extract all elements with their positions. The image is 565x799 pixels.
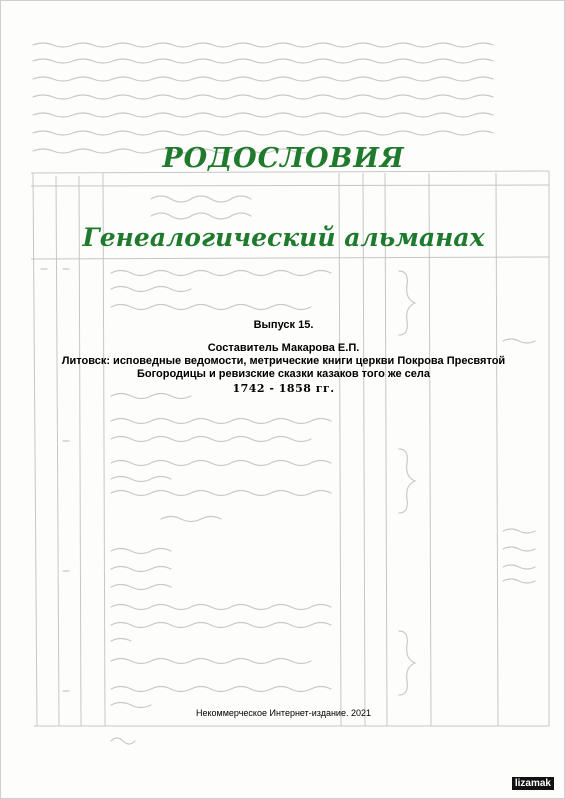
archival-document-background (1, 1, 565, 799)
book-description: Литовск: исповедные ведомости, метрические книги церкви Покрова Пресвятой Богородицы и ревизские сказки казаков того же села (61, 355, 506, 380)
year-range: 1742 - 1858 гг. (232, 382, 335, 395)
almanac-title: РОДОСЛОВИЯ (162, 143, 405, 174)
compiler-line: Составитель Макарова Е.П. (207, 342, 360, 354)
almanac-subtitle: Генеалогический альманах (82, 223, 485, 252)
issue-number: Выпуск 15. (253, 319, 314, 331)
publication-note: Некоммерческое Интернет-издание. 2021 (196, 708, 371, 718)
watermark-badge: lizamak (512, 777, 554, 790)
